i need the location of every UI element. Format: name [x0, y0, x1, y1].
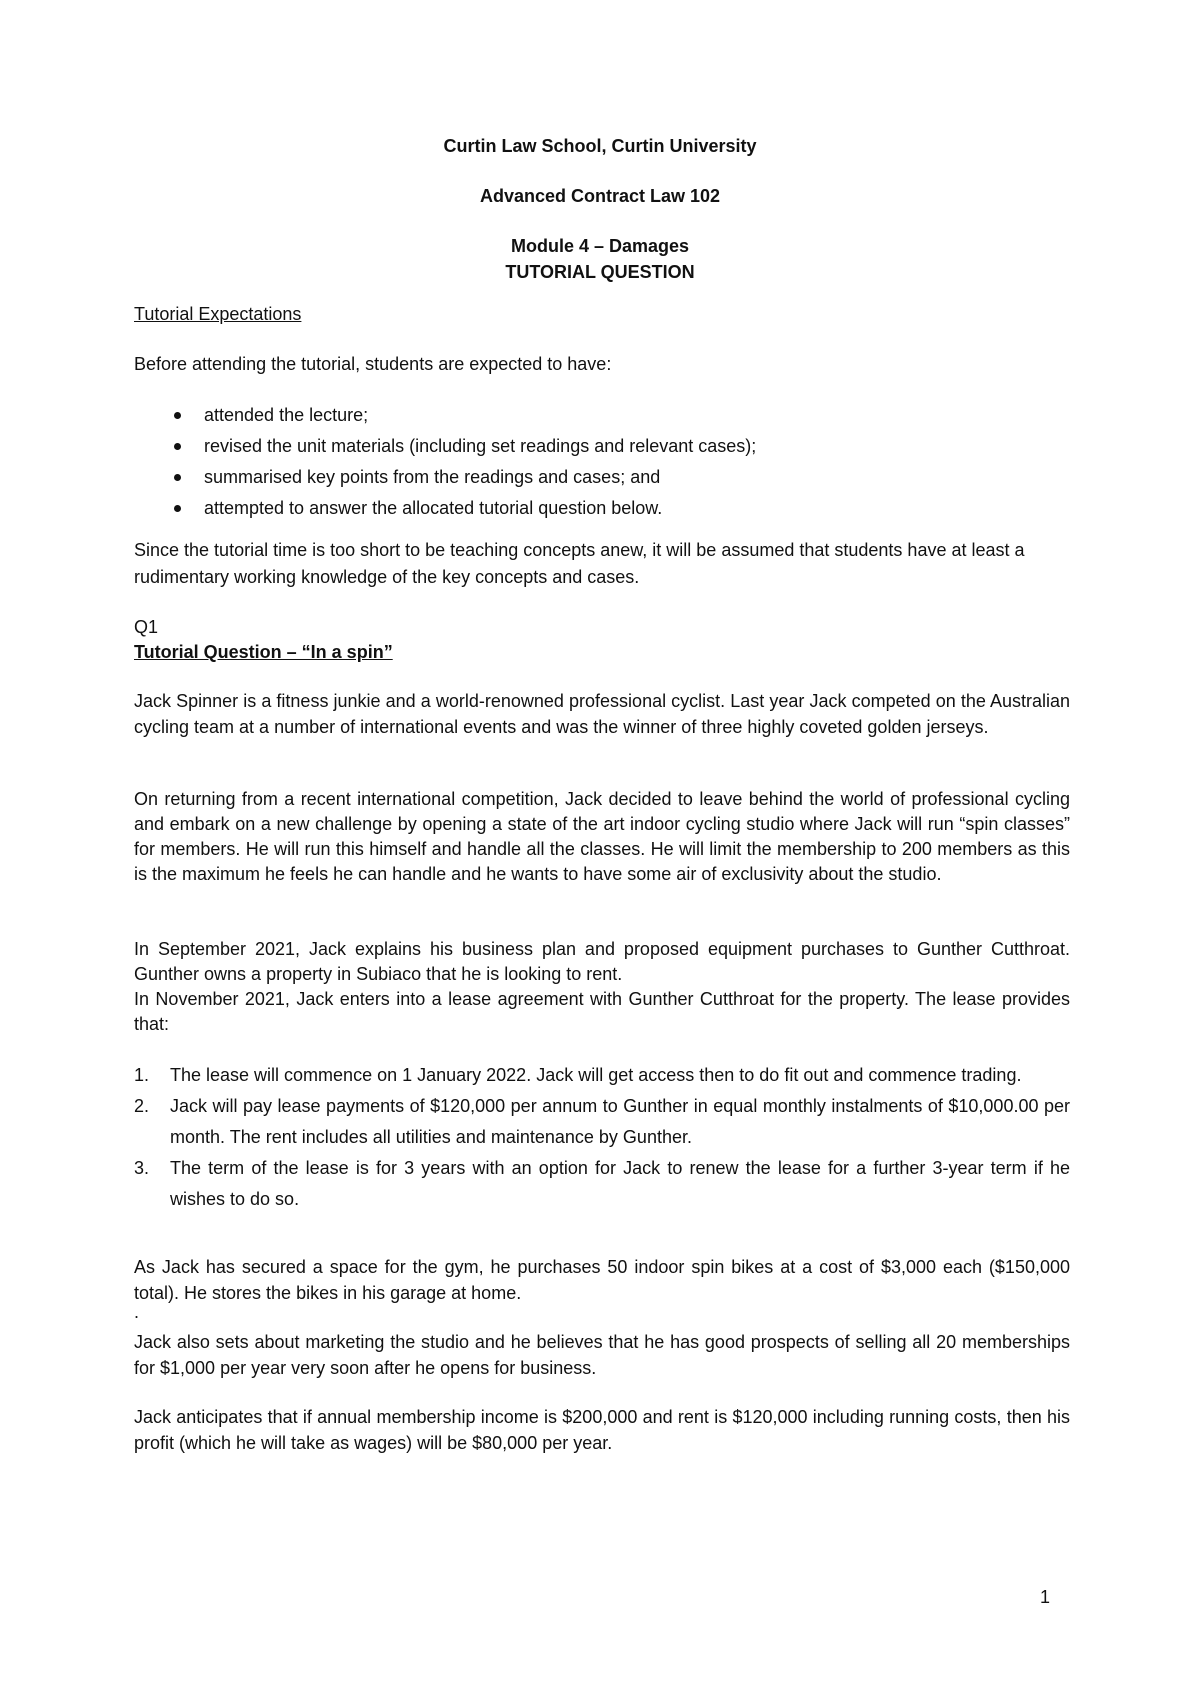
- list-item: revised the unit materials (including set readings and relevant cases);: [134, 433, 1070, 464]
- course-heading: Advanced Contract Law 102: [479, 186, 721, 206]
- paragraph-studio: On returning from a recent international competition, Jack decided to leave behind the world of professional cycling and embark on a new challenge by opening a state of the art indoor cycling studio where Jack will run “spin classes” for members. He will run this himself and handle all the classes. He will limit the membership to 200 members as this is the maximum he feels he can handle and he wants to have some air of exclusivity about the studio.: [134, 789, 1070, 884]
- lease-terms-list: [134, 1060, 1070, 1215]
- tutorial-question-heading: TUTORIAL QUESTION: [505, 262, 695, 282]
- bullet-icon: [174, 505, 181, 512]
- expectations-note: Since the tutorial time is too short to be teaching concepts anew, it will be assumed that students have at least a rudimentary working knowledge of the key concepts and cases.: [134, 540, 1025, 587]
- page-number: 1: [1040, 1587, 1051, 1607]
- list-item: 2. Jack will pay lease payments of $120,000 per annum to Gunther in equal monthly instalments of $10,000.00 per month. The rent includes all utilities and maintenance by Gunther.: [134, 1096, 1070, 1147]
- stray-period: .: [134, 1302, 140, 1322]
- paragraph-marketing: Jack also sets about marketing the studio and he believes that he has good prospects of selling all 20 memberships for $1,000 per year very soon after he opens for business.: [134, 1332, 1070, 1378]
- module-heading: Module 4 – Damages: [510, 236, 690, 256]
- expectations-heading: Tutorial Expectations: [134, 304, 302, 324]
- paragraph-lease-intro: In November 2021, Jack enters into a lease agreement with Gunther Cutthroat for the property. The lease provides that:: [134, 989, 1070, 1034]
- question-number: Q1: [134, 617, 159, 637]
- expectations-list: [134, 402, 1070, 526]
- paragraph-bikes: As Jack has secured a space for the gym, he purchases 50 indoor spin bikes at a cost of $3,000 each ($150,000 total). He stores the bikes in his garage at home.: [134, 1257, 1070, 1303]
- paragraph-profit: Jack anticipates that if annual membership income is $200,000 and rent is $120,000 including running costs, then his profit (which he will take as wages) will be $80,000 per year.: [134, 1407, 1070, 1453]
- list-item: 3. The term of the lease is for 3 years with an option for Jack to renew the lease for a further 3-year term if he wishes to do so.: [134, 1158, 1070, 1209]
- bullet-icon: [174, 443, 181, 450]
- list-item: 1. The lease will commence on 1 January 2022. Jack will get access then to do fit out and commence trading.: [134, 1065, 1022, 1085]
- list-item: attended the lecture;: [134, 402, 1070, 433]
- expectations-intro: Before attending the tutorial, students are expected to have:: [134, 354, 612, 374]
- paragraph-business-plan: In September 2021, Jack explains his business plan and proposed equipment purchases to Gunther Cutthroat. Gunther owns a property in Subiaco that he is looking to rent.: [134, 939, 1070, 984]
- list-item: attempted to answer the allocated tutorial question below.: [134, 495, 1070, 526]
- school-heading: Curtin Law School, Curtin University: [443, 136, 757, 156]
- list-item: summarised key points from the readings and cases; and: [134, 464, 1070, 495]
- question-title: Tutorial Question – “In a spin”: [134, 642, 393, 662]
- paragraph-background: Jack Spinner is a fitness junkie and a world-renowned professional cyclist. Last year Jack competed on the Australian cycling team at a number of international events and was the winner of three highly coveted golden jerseys.: [134, 691, 1070, 737]
- bullet-icon: [174, 474, 181, 481]
- bullet-icon: [174, 412, 181, 419]
